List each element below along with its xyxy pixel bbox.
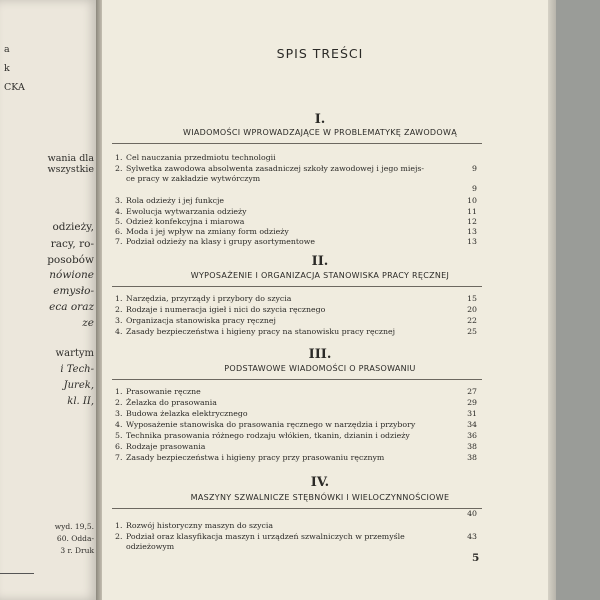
entry-number: 4.	[115, 327, 123, 336]
left-page-line: 3 r. Druk	[60, 546, 94, 555]
entry-number: 6.	[115, 442, 123, 451]
left-page-line: nówione	[49, 269, 94, 281]
entry-text: Zasady bezpieczeństwa i higieny pracy na stanowisku pracy ręcznej	[126, 327, 396, 336]
section-title: MASZYNY SZWALNICZE STĘBNÓWKI I WIELOCZYNNOŚCIOWE	[190, 493, 450, 502]
entry-text: Sylwetka zawodowa absolwenta zasadniczej szkoły zawodowej i jego miejs-	[126, 164, 425, 173]
left-page-line: racy, ro-	[50, 238, 94, 250]
section-number: I.	[314, 112, 326, 127]
entry-number: 2.	[115, 164, 123, 173]
left-page-line: eca oraz	[49, 301, 94, 313]
left-page-line: wania dla	[47, 153, 94, 164]
toc-entry	[115, 217, 477, 227]
toc-entry	[115, 294, 477, 304]
left-page-line: posobów	[47, 254, 94, 266]
left-page-line: i Tech-	[60, 364, 94, 375]
entry-page: 15	[467, 294, 477, 303]
left-page-line: wartym	[55, 348, 94, 359]
entry-text: Odzież konfekcyjna i miarowa	[126, 217, 245, 226]
entry-text-continuation: odzieżowym	[126, 542, 175, 551]
left-page-rule	[0, 573, 34, 574]
entry-text: Rodzaje prasowania	[126, 442, 206, 451]
section-divider	[112, 379, 482, 380]
toc-entry	[115, 532, 477, 542]
toc-title: SPIS TREŚCI	[276, 46, 364, 61]
entry-page: 13	[467, 227, 477, 236]
entry-text: Ewolucja wytwarzania odzieży	[126, 207, 247, 216]
page-number: 5	[472, 552, 480, 564]
entry-page: 13	[467, 237, 477, 246]
entry-number: 3.	[115, 316, 123, 325]
toc-entry	[115, 431, 477, 441]
toc-entry	[115, 207, 477, 217]
left-page-line: wszystkie	[47, 164, 94, 175]
entry-text-continuation: ce pracy w zakładzie wytwórczym	[126, 174, 261, 183]
toc-entry	[115, 442, 477, 452]
toc-entry	[115, 509, 477, 531]
section-divider	[112, 143, 482, 144]
entry-page: 10	[467, 196, 477, 205]
entry-number: 2.	[115, 305, 123, 314]
section-title: WYPOSAŻENIE I ORGANIZACJA STANOWISKA PRACY RĘCZNEJ	[190, 271, 450, 280]
entry-page: 36	[467, 431, 477, 440]
entry-number: 1.	[115, 387, 123, 396]
entry-page: 29	[467, 398, 477, 407]
left-page-line: a	[4, 44, 10, 55]
left-page-line: Jurek,	[63, 380, 94, 391]
toc-entry	[115, 305, 477, 315]
entry-page: 20	[467, 305, 477, 314]
entry-number: 3.	[115, 409, 123, 418]
section-number: II.	[311, 254, 329, 269]
entry-text: Podział odzieży na klasy i grupy asortymentowe	[126, 237, 316, 246]
entry-page: 34	[467, 420, 477, 429]
entry-number: 2.	[115, 532, 123, 541]
entry-number: 1.	[115, 294, 123, 303]
entry-text: Moda i jej wpływ na zmiany form odzieży	[126, 227, 289, 236]
entry-page: 38	[467, 453, 477, 462]
entry-number: 5.	[115, 431, 123, 440]
entry-text: Cel nauczania przedmiotu technologii	[126, 153, 276, 162]
toc-entry	[115, 387, 477, 397]
entry-page: 9	[472, 184, 477, 193]
toc-entry-continuation	[115, 542, 477, 552]
entry-page: 11	[467, 207, 477, 216]
entry-text: Zasady bezpieczeństwa i higieny pracy przy prasowaniu ręcznym	[126, 453, 385, 462]
entry-number: 4.	[115, 207, 123, 216]
entry-page: 43	[467, 532, 477, 541]
entry-number: 5.	[115, 217, 123, 226]
entry-number: 4.	[115, 420, 123, 429]
entry-page: 25	[467, 327, 477, 336]
entry-number: 7.	[115, 237, 123, 246]
toc-entry-continuation	[115, 174, 477, 193]
left-page-line: odzieży,	[52, 221, 94, 233]
entry-text: Organizacja stanowiska pracy ręcznej	[126, 316, 276, 325]
toc-entry	[115, 420, 477, 430]
toc-entry	[115, 398, 477, 408]
entry-text: Prasowanie ręczne	[126, 387, 201, 396]
entry-text: Rozwój historyczny maszyn do szycia	[126, 521, 274, 530]
entry-page: 40	[467, 509, 477, 518]
entry-number: 3.	[115, 196, 123, 205]
left-page	[0, 0, 98, 600]
entry-text: Podział oraz klasyfikacja maszyn i urządzeń szwalniczych w przemyśle	[126, 532, 405, 541]
entry-text: Żelazka do prasowania	[126, 398, 217, 407]
toc-entry	[115, 196, 477, 206]
entry-text: Budowa żelazka elektrycznego	[126, 409, 248, 418]
entry-page: 38	[467, 442, 477, 451]
toc-entry	[115, 327, 477, 337]
entry-number: 1.	[115, 153, 123, 162]
left-page-line: CKA	[4, 82, 25, 93]
entry-number: 1.	[115, 521, 123, 530]
toc-entry	[115, 227, 477, 237]
entry-page: 31	[467, 409, 477, 418]
entry-page: 9	[472, 164, 477, 173]
entry-text: Wyposażenie stanowiska do prasowania ręcznego w narzędzia i przybory	[126, 420, 416, 429]
entry-number: 7.	[115, 453, 123, 462]
left-page-line: wyd. 19,5.	[54, 522, 94, 531]
left-page-line: k	[4, 63, 10, 74]
entry-number: 6.	[115, 227, 123, 236]
entry-text: Rodzaje i numeracja igieł i nici do szycia ręcznego	[126, 305, 326, 314]
left-page-line: kl. II,	[67, 396, 94, 407]
section-title: PODSTAWOWE WIADOMOŚCI O PRASOWANIU	[224, 364, 416, 373]
section-number: III.	[308, 347, 332, 362]
toc-entry	[115, 453, 477, 463]
entry-page: 12	[467, 217, 477, 226]
entry-text: Technika prasowania różnego rodzaju włókien, tkanin, dzianin i odzieży	[126, 431, 410, 440]
section-divider	[112, 286, 482, 287]
section-number: IV.	[310, 475, 330, 490]
entry-number: 2.	[115, 398, 123, 407]
entry-text: Narzędzia, przyrządy i przybory do szycia	[126, 294, 292, 303]
section-title: WIADOMOŚCI WPROWADZAJĄCE W PROBLEMATYKĘ ZAWODOWĄ	[183, 128, 457, 137]
toc-entry	[115, 153, 477, 163]
left-page-line: emysło-	[53, 285, 94, 297]
toc-entry	[115, 316, 477, 326]
toc-entry	[115, 237, 477, 247]
left-page-line: ze	[82, 317, 94, 329]
entry-page: 22	[467, 316, 477, 325]
entry-text: Rola odzieży i jej funkcje	[126, 196, 225, 205]
toc-entry	[115, 409, 477, 419]
left-page-line: 60. Odda-	[56, 534, 94, 543]
page-edges	[548, 0, 556, 600]
section-divider	[112, 508, 482, 509]
entry-page: 27	[467, 387, 477, 396]
toc-entry	[115, 164, 477, 174]
